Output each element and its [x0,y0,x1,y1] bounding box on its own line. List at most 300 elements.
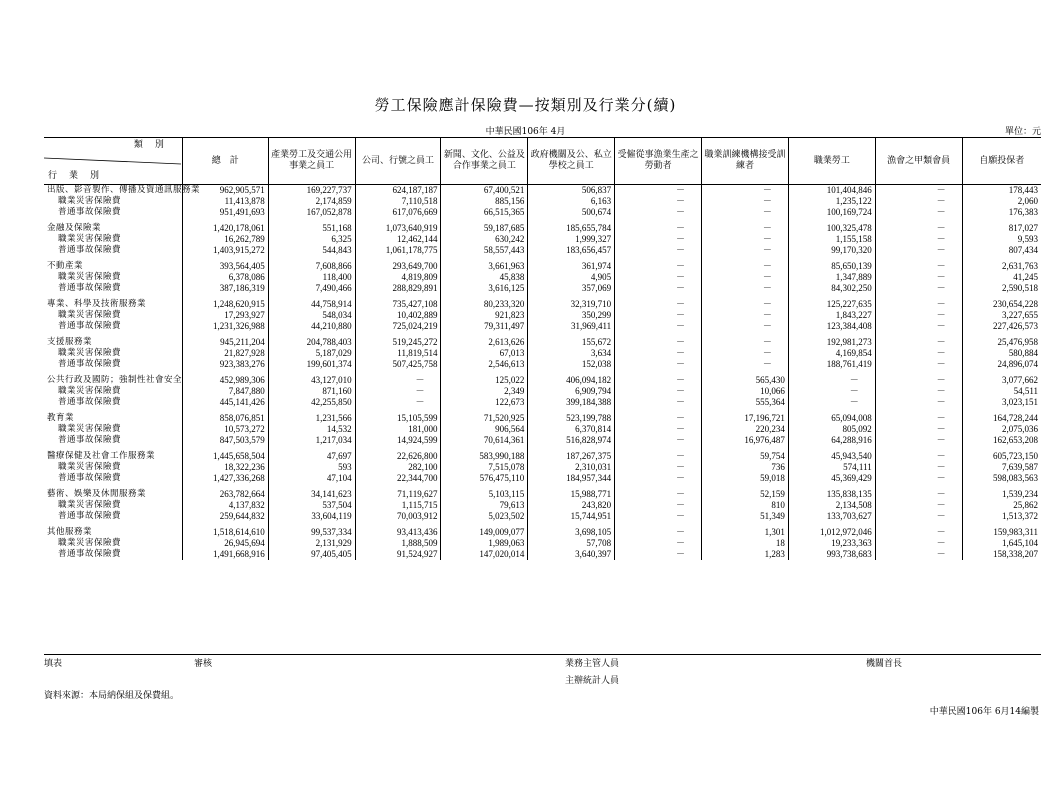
table-cell: － [615,462,702,473]
table-cell: － [615,348,702,359]
table-row [44,337,1041,348]
col-header-company: 公司、行號之員工 [355,138,441,185]
table-cell: 7,608,866 [268,261,355,272]
table-cell: 2,134,508 [788,500,875,511]
statistics-table-frame [44,137,1041,655]
table-cell: 91,524,927 [355,549,441,560]
table-cell: 1,445,658,504 [182,451,268,462]
table-cell: 118,400 [268,272,355,283]
table-subrow [44,500,1041,511]
table-cell: － [615,473,702,484]
table-cell: 125,022 [441,375,528,386]
table-cell: 544,843 [268,245,355,256]
table-cell: 80,233,320 [441,299,528,310]
table-cell: － [875,397,962,408]
table-cell: 1,347,889 [788,272,875,283]
table-cell: 97,405,405 [268,549,355,560]
table-cell: 4,819,809 [355,272,441,283]
table-cell: 44,758,914 [268,299,355,310]
table-cell: 152,038 [528,359,615,370]
table-subrow [44,359,1041,370]
table-cell: 605,723,150 [962,451,1041,462]
table-cell: － [615,321,702,332]
table-cell: － [702,310,789,321]
table-cell: 149,009,077 [441,527,528,538]
table-cell: 1,061,178,775 [355,245,441,256]
table-cell: 33,604,119 [268,511,355,522]
table-cell: 3,077,662 [962,375,1041,386]
table-body [44,185,1041,561]
table-cell: 2,131,929 [268,538,355,549]
table-row [44,451,1041,462]
row-label: 職業災害保險費 [58,196,122,206]
table-subrow [44,310,1041,321]
table-cell: 204,788,403 [268,337,355,348]
table-cell: － [355,397,441,408]
table-cell: 551,168 [268,223,355,234]
unit-label: 單位：元 [1004,127,1041,137]
table-cell: 185,655,784 [528,223,615,234]
table-cell: － [702,272,789,283]
table-cell: 15,744,951 [528,511,615,522]
row-label: 普通事故保險費 [58,511,122,521]
table-subrow [44,321,1041,332]
table-cell: 7,110,518 [355,196,441,207]
table-row [44,527,1041,538]
col-header-training: 職業訓練機構接受訓練者 [702,138,789,185]
table-cell: 176,383 [962,207,1041,218]
table-cell: 59,018 [702,473,789,484]
table-cell: 54,511 [962,386,1041,397]
table-cell: 885,156 [441,196,528,207]
row-label: 職業災害保險費 [58,424,122,434]
table-cell: 350,299 [528,310,615,321]
table-cell: 406,094,182 [528,375,615,386]
table-cell: － [875,549,962,560]
table-cell: － [702,359,789,370]
table-subrow [44,272,1041,283]
table-cell: 22,626,800 [355,451,441,462]
table-cell: － [875,527,962,538]
table-cell: 598,083,563 [962,473,1041,484]
table-cell: 162,653,208 [962,435,1041,446]
table-cell: 1,217,034 [268,435,355,446]
table-cell: 736 [702,462,789,473]
table-cell: 99,537,334 [268,527,355,538]
table-cell: 506,837 [528,185,615,197]
table-cell: 1,539,234 [962,489,1041,500]
table-cell: 361,974 [528,261,615,272]
table-subrow [44,424,1041,435]
table-cell: 1,283 [702,549,789,560]
table-cell: 41,245 [962,272,1041,283]
table-cell: 810 [702,500,789,511]
compiled-date: 中華民國106年 6月14編製 [929,707,1039,717]
col-header-fisher-member: 漁會之甲類會員 [875,138,962,185]
table-cell: 18,322,236 [182,462,268,473]
table-cell: 288,829,891 [355,283,441,294]
table-cell: 220,234 [702,424,789,435]
table-cell: 630,242 [441,234,528,245]
table-cell: 122,673 [441,397,528,408]
table-cell: 1,235,122 [788,196,875,207]
table-cell: 123,384,408 [788,321,875,332]
table-cell: － [875,511,962,522]
table-cell: 1,231,566 [268,413,355,424]
table-subrow [44,348,1041,359]
table-cell: － [875,196,962,207]
table-cell: － [615,549,702,560]
table-cell: － [615,272,702,283]
table-cell: 1,420,178,061 [182,223,268,234]
footer-stats-head: 主辦統計人員 [565,676,620,686]
table-cell: 1,843,227 [788,310,875,321]
table-cell: 84,302,250 [788,283,875,294]
table-subrow [44,549,1041,560]
table-cell: 399,184,388 [528,397,615,408]
table-cell: － [875,435,962,446]
table-row [44,223,1041,234]
table-cell: 3,023,151 [962,397,1041,408]
table-cell: － [875,207,962,218]
table-cell: 19,233,363 [788,538,875,549]
table-cell: 805,092 [788,424,875,435]
table-cell: 4,137,832 [182,500,268,511]
table-cell: － [615,538,702,549]
table-cell: － [615,435,702,446]
table-subrow [44,234,1041,245]
table-cell: 14,924,599 [355,435,441,446]
col-header-government: 政府機關及公、私立學校之員工 [528,138,615,185]
table-cell: 135,838,135 [788,489,875,500]
table-subrow [44,245,1041,256]
table-cell: 5,023,502 [441,511,528,522]
table-cell: 1,073,640,919 [355,223,441,234]
table-cell: 6,163 [528,196,615,207]
table-cell: 58,557,443 [441,245,528,256]
table-cell: 452,989,306 [182,375,268,386]
table-cell: 44,210,880 [268,321,355,332]
table-cell: － [875,245,962,256]
table-cell: － [615,261,702,272]
table-cell: 725,024,219 [355,321,441,332]
table-cell: － [615,500,702,511]
table-cell: 537,504 [268,500,355,511]
table-cell: － [702,223,789,234]
table-cell: 1,248,620,915 [182,299,268,310]
col-header-occupational: 職業勞工 [788,138,875,185]
table-cell: － [702,337,789,348]
table-cell: 3,698,105 [528,527,615,538]
table-cell: － [788,386,875,397]
table-cell: 962,905,571 [182,185,268,197]
table-cell: － [702,299,789,310]
table-cell: 817,027 [962,223,1041,234]
table-cell: 71,119,627 [355,489,441,500]
table-cell: 15,105,599 [355,413,441,424]
table-cell: 2,546,613 [441,359,528,370]
table-cell: － [875,489,962,500]
table-cell: 65,094,008 [788,413,875,424]
table-cell: 57,708 [528,538,615,549]
table-cell: 227,426,573 [962,321,1041,332]
table-cell: － [615,451,702,462]
table-subrow [44,207,1041,218]
table-cell: 16,976,487 [702,435,789,446]
table-cell: － [875,375,962,386]
table-cell: 184,957,344 [528,473,615,484]
table-cell: － [615,207,702,218]
table-cell: 593 [268,462,355,473]
table-cell: 59,187,685 [441,223,528,234]
table-cell: 6,325 [268,234,355,245]
table-cell: 548,034 [268,310,355,321]
table-cell: － [875,321,962,332]
table-cell: 293,649,700 [355,261,441,272]
row-label: 普通事故保險費 [58,245,122,255]
table-cell: 555,364 [702,397,789,408]
table-cell: 357,069 [528,283,615,294]
table-cell: 2,060 [962,196,1041,207]
table-cell: 164,728,244 [962,413,1041,424]
table-cell: － [875,451,962,462]
table-cell: 7,847,880 [182,386,268,397]
table-cell: － [702,283,789,294]
table-subrow [44,511,1041,522]
table-cell: － [615,310,702,321]
table-cell: － [875,500,962,511]
table-cell: 1,513,372 [962,511,1041,522]
table-cell: 100,325,478 [788,223,875,234]
table-cell: 178,443 [962,185,1041,197]
table-cell: 583,990,188 [441,451,528,462]
table-cell: － [615,359,702,370]
table-cell: 945,211,204 [182,337,268,348]
table-cell: 923,383,276 [182,359,268,370]
table-cell: － [615,375,702,386]
table-cell: 47,697 [268,451,355,462]
table-subrow [44,397,1041,408]
table-cell: 34,141,623 [268,489,355,500]
table-cell: 1,012,972,046 [788,527,875,538]
row-label: 普通事故保險費 [58,397,122,407]
table-cell: 1,518,614,610 [182,527,268,538]
col-header-total: 總 計 [182,138,268,185]
table-cell: 70,003,912 [355,511,441,522]
table-cell: 11,413,878 [182,196,268,207]
table-cell: 158,338,207 [962,549,1041,560]
table-cell: 993,738,683 [788,549,875,560]
table-cell: 100,169,724 [788,207,875,218]
table-cell: 125,227,635 [788,299,875,310]
table-cell: － [355,386,441,397]
table-cell: 951,491,693 [182,207,268,218]
table-cell: 230,654,228 [962,299,1041,310]
table-cell: － [615,299,702,310]
table-cell: 47,104 [268,473,355,484]
table-cell: 617,076,669 [355,207,441,218]
table-cell: 7,515,078 [441,462,528,473]
table-cell: 1,888,509 [355,538,441,549]
row-label: 普通事故保險費 [58,321,122,331]
table-cell: 500,674 [528,207,615,218]
table-cell: 259,644,832 [182,511,268,522]
table-cell: 52,159 [702,489,789,500]
corner-category-label: 類別 [133,140,176,150]
table-cell: － [875,424,962,435]
row-label: 職業災害保險費 [58,500,122,510]
table-cell: 387,186,319 [182,283,268,294]
table-subrow [44,386,1041,397]
col-header-news-culture: 新聞、文化、公益及合作事業之員工 [441,138,528,185]
table-cell: 1,155,158 [788,234,875,245]
table-cell: － [615,283,702,294]
row-label: 教育業 [47,413,75,423]
table-cell: 159,983,311 [962,527,1041,538]
table-cell: 1,491,668,916 [182,549,268,560]
footer-business-head: 業務主管人員 [565,659,620,669]
table-cell: 10,573,272 [182,424,268,435]
table-cell: 155,672 [528,337,615,348]
table-cell: 167,052,878 [268,207,355,218]
table-cell: 1,999,327 [528,234,615,245]
table-cell: － [615,413,702,424]
table-cell: 16,262,789 [182,234,268,245]
table-cell: － [875,473,962,484]
footer-agency-head: 機關首長 [866,659,903,669]
table-cell: 5,187,029 [268,348,355,359]
row-label: 職業災害保險費 [58,272,122,282]
table-cell: 24,896,074 [962,359,1041,370]
data-source-note: 資料來源：本局納保組及保費組。 [44,691,180,701]
table-cell: 243,820 [528,500,615,511]
table-cell: － [875,310,962,321]
header-row [44,138,1041,185]
table-cell: 99,170,320 [788,245,875,256]
table-cell: － [875,462,962,473]
table-cell: 1,115,715 [355,500,441,511]
table-cell: 17,293,927 [182,310,268,321]
table-cell: － [875,359,962,370]
table-cell: － [702,234,789,245]
table-cell: 9,593 [962,234,1041,245]
row-label: 普通事故保險費 [58,435,122,445]
table-cell: － [875,348,962,359]
table-cell: 1,645,104 [962,538,1041,549]
table-cell: 169,227,737 [268,185,355,197]
table-cell: 263,782,664 [182,489,268,500]
table-cell: 70,614,361 [441,435,528,446]
table-cell: 85,650,139 [788,261,875,272]
table-cell: 1,427,336,268 [182,473,268,484]
row-label: 職業災害保險費 [58,538,122,548]
table-cell: 7,490,466 [268,283,355,294]
table-cell: 25,862 [962,500,1041,511]
table-cell: 45,838 [441,272,528,283]
table-cell: 574,111 [788,462,875,473]
table-cell: － [875,299,962,310]
header-corner [44,138,182,185]
table-cell: 31,969,411 [528,321,615,332]
table-cell: 67,400,521 [441,185,528,197]
table-cell: － [702,245,789,256]
table-cell: － [702,261,789,272]
table-cell: 14,532 [268,424,355,435]
table-cell: － [702,207,789,218]
table-cell: 2,590,518 [962,283,1041,294]
table-cell: 67,013 [441,348,528,359]
table-cell: 43,127,010 [268,375,355,386]
table-cell: 516,828,974 [528,435,615,446]
table-cell: 45,943,540 [788,451,875,462]
table-cell: － [615,511,702,522]
corner-industry-label: 行業別 [48,171,112,181]
table-cell: 4,905 [528,272,615,283]
table-cell: － [615,245,702,256]
table-cell: 45,369,429 [788,473,875,484]
table-cell: 1,231,326,988 [182,321,268,332]
table-cell: － [875,413,962,424]
table-cell: 3,661,963 [441,261,528,272]
row-label: 普通事故保險費 [58,473,122,483]
table-cell: 147,020,014 [441,549,528,560]
table-cell: 1,403,915,272 [182,245,268,256]
table-cell: 847,503,579 [182,435,268,446]
table-cell: 921,823 [441,310,528,321]
table-cell: 71,520,925 [441,413,528,424]
table-cell: 17,196,721 [702,413,789,424]
table-cell: 25,476,958 [962,337,1041,348]
table-cell: 871,160 [268,386,355,397]
table-cell: 12,462,144 [355,234,441,245]
table-cell: － [875,223,962,234]
table-row [44,489,1041,500]
table-subrow [44,473,1041,484]
table-cell: － [615,196,702,207]
table-cell: 624,187,187 [355,185,441,197]
row-label: 職業災害保險費 [58,386,122,396]
table-cell: 181,000 [355,424,441,435]
table-cell: 6,370,814 [528,424,615,435]
table-cell: 2,613,626 [441,337,528,348]
row-label: 職業災害保險費 [58,462,122,472]
table-subrow [44,462,1041,473]
table-cell: － [875,538,962,549]
table-cell: 3,616,125 [441,283,528,294]
table-row [44,413,1041,424]
table-cell: 5,103,115 [441,489,528,500]
table-cell: 183,656,457 [528,245,615,256]
table-cell: － [788,375,875,386]
table-cell: 2,310,031 [528,462,615,473]
statistics-table [44,138,1041,560]
report-period: 中華民國106年 4月 [485,127,566,137]
table-cell: 59,754 [702,451,789,462]
table-cell: － [875,185,962,197]
row-label: 出版、影音製作、傳播及資通訊服務業 [47,185,201,195]
row-label: 普通事故保險費 [58,359,122,369]
table-cell: 187,267,375 [528,451,615,462]
table-cell: － [875,234,962,245]
table-cell: 807,434 [962,245,1041,256]
table-cell: 519,245,272 [355,337,441,348]
footer-fill-by: 填表 [44,659,63,669]
table-cell: － [615,185,702,197]
row-label: 普通事故保險費 [58,283,122,293]
table-cell: － [615,489,702,500]
table-cell: 15,988,771 [528,489,615,500]
table-cell: － [615,424,702,435]
